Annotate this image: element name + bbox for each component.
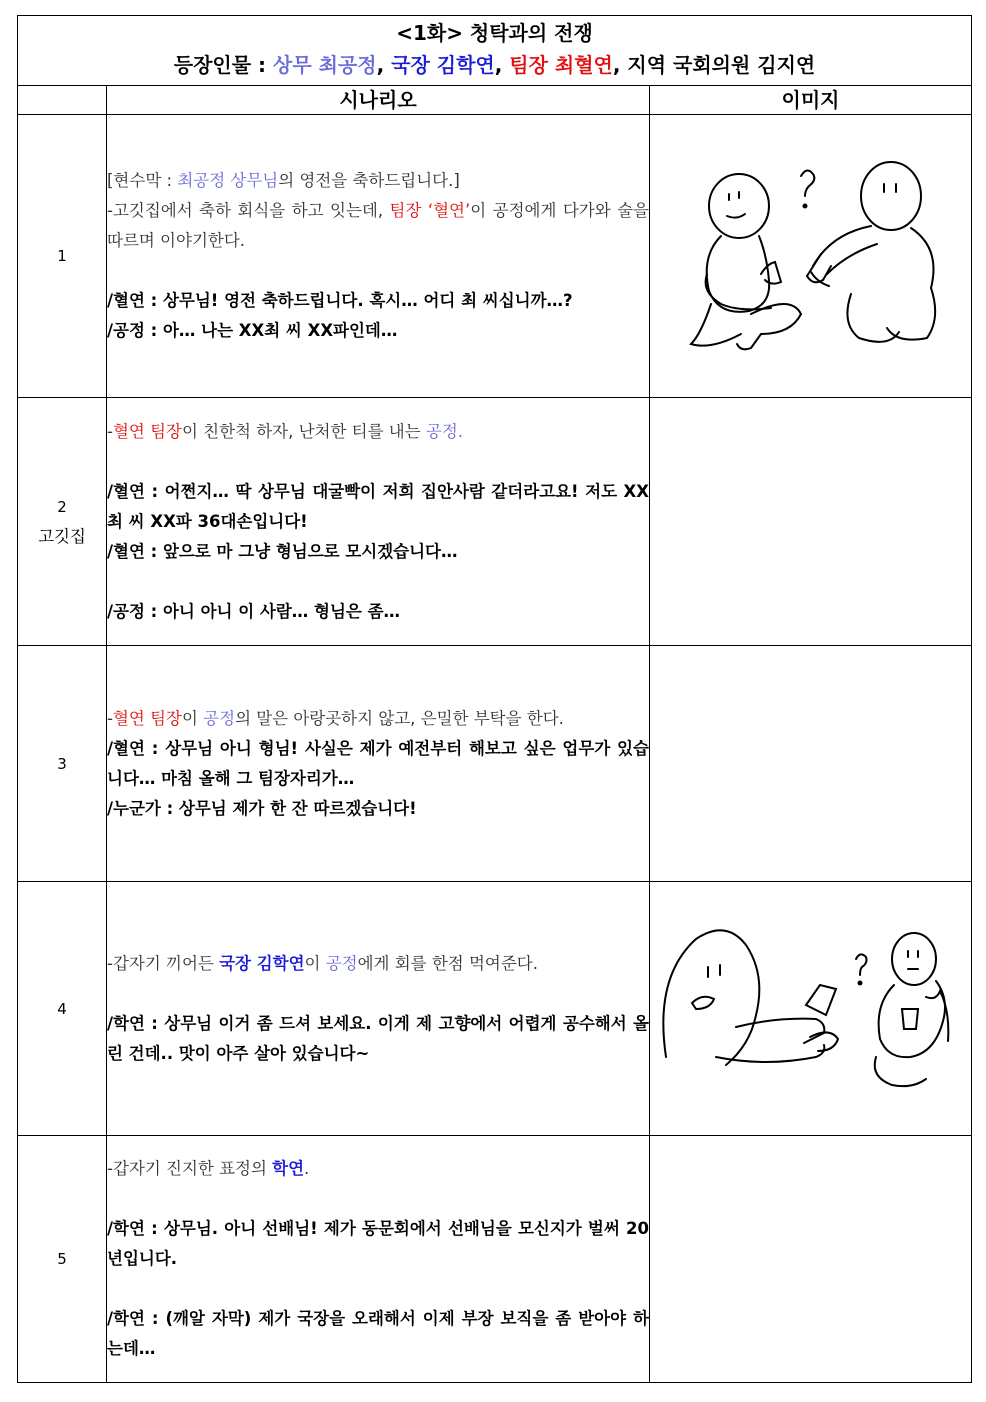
header-row [18,86,972,115]
dialogue-line: /학연 : 상무님 이거 좀 드셔 보세요. 이게 제 고향에서 어렵게 공수해서 올린 건데.. 맛이 아주 살아 있습니다~ [107,1013,649,1063]
scene-row-3 [18,646,972,882]
scene-number: 4 [18,882,107,1136]
scene-image-cell [650,646,972,882]
scene-text [107,1136,650,1383]
sketch-drinking-icon [681,154,941,354]
sep: , [494,53,510,77]
character-list [18,48,971,82]
episode-title: <1화> 청탁과의 전쟁 [396,21,593,45]
character-hakyeon: 국장 김학연 [391,53,495,77]
header-image: 이미지 [650,86,972,115]
banner-line: [현수막 : 최공정 상무님의 영전을 축하드립니다.] [107,171,460,190]
dialogue-line: /혈연 : 어쩐지… 딱 상무님 대굴빡이 저희 집안사람 같더라고요! 저도 XX최 씨 XX파 36대손입니다! [107,481,649,531]
scene-number: 3 [18,646,107,882]
scene-text [107,115,650,398]
scene-image-cell [650,115,972,398]
sep: , [612,53,628,77]
dialogue-line: /공정 : 아니 아니 이 사람… 형님은 좀… [107,601,401,621]
header-num [18,86,107,115]
title-row [18,16,972,86]
scene-number: 1 [18,115,107,398]
action-line: -혈연 팀장이 공정의 말은 아랑곳하지 않고, 은밀한 부탁을 한다. [107,708,564,728]
scene-place: 고깃집 [38,526,86,546]
title-cell [18,16,972,86]
dialogue-line: /혈연 : 앞으로 마 그냥 형님으로 모시겠습니다… [107,541,458,561]
sketch-feeding-icon [656,907,966,1107]
dialogue-line: /누군가 : 상무님 제가 한 잔 따르겠습니다! [107,798,417,818]
scene-image-cell [650,398,972,646]
dialogue-line: /공정 : 아… 나는 XX최 씨 XX파인데… [107,321,398,340]
dialogue-line: /학연 : 상무님. 아니 선배님! 제가 동문회에서 선배님을 모신지가 벌써 20년입니다. [107,1219,649,1268]
scene-image-cell [650,882,972,1136]
action-line: -고깃집에서 축하 회식을 하고 잇는데, 팀장 ‘혈연’이 공정에게 다가와 술을 따르며 이야기한다. [107,201,649,250]
scene-text [107,398,650,646]
character-prefix: 등장인물 : [173,53,273,77]
scene-number: 5 [18,1136,107,1383]
scene-row-2 [18,398,972,646]
scene-number: 2 [57,497,67,516]
header-scenario: 시나리오 [107,86,650,115]
scene-row-4 [18,882,972,1136]
dialogue-line: /학연 : (깨알 자막) 제가 국장을 오래해서 이제 부장 보직을 좀 받아야 하는데… [107,1309,649,1358]
scene-row-5 [18,1136,972,1383]
scene-text [107,646,650,882]
scene-image-cell [650,1136,972,1383]
scene-number-cell [18,398,107,646]
sep: , [376,53,392,77]
storyboard-table [17,15,972,1383]
action-line: -갑자기 진지한 표정의 학연. [107,1159,310,1178]
character-jiyeon: 지역 국회의원 김지연 [627,53,816,77]
action-line: -갑자기 끼어든 국장 김학연이 공정에게 회를 한점 먹여준다. [107,953,538,973]
dialogue-line: /혈연 : 상무님 아니 형님! 사실은 제가 예전부터 해보고 싶은 업무가 있습니다… 마침 올해 그 팀장자리가… [107,738,649,788]
action-line: -혈연 팀장이 친한척 하자, 난처한 티를 내는 공정. [107,421,464,441]
scene-row-1 [18,115,972,398]
dialogue-line: /혈연 : 상무님! 영전 축하드립니다. 혹시… 어디 최 씨십니까…? [107,291,573,310]
character-gongjeong: 상무 최공정 [273,53,377,77]
scene-text [107,882,650,1136]
character-hyeolyeon: 팀장 최혈연 [509,53,613,77]
